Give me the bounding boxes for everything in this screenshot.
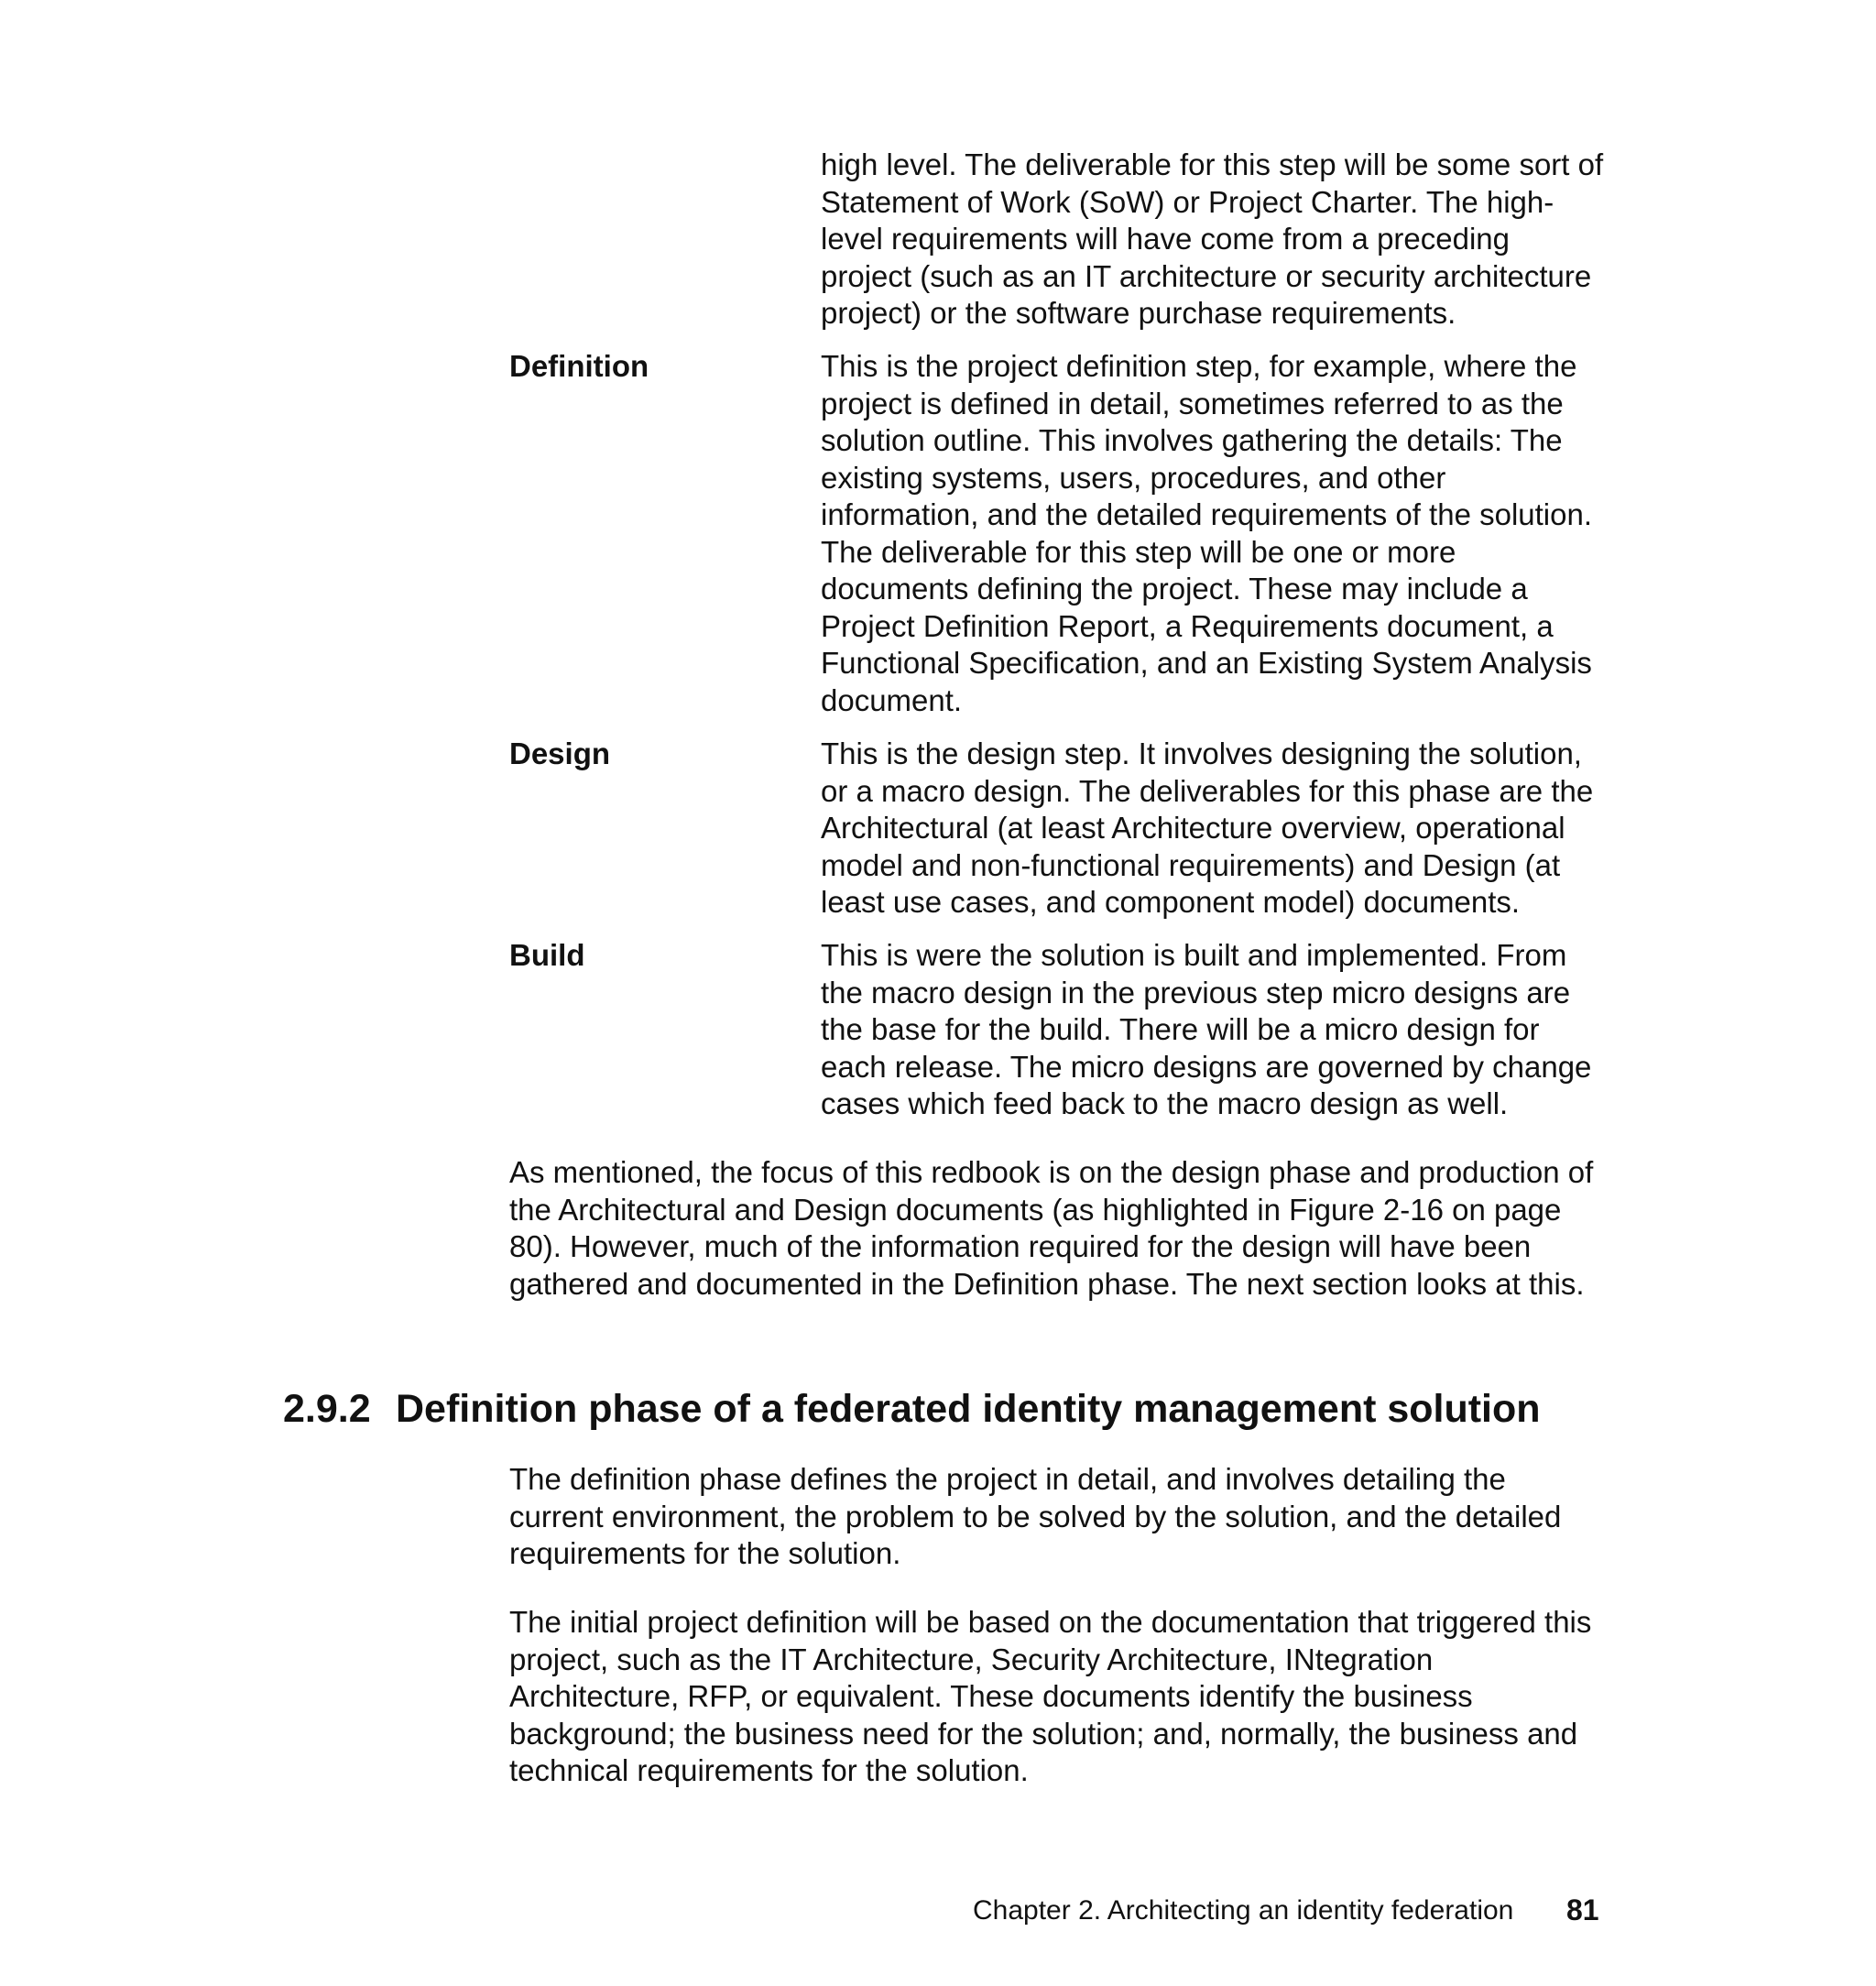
section-title: Definition phase of a federated identity management solution <box>396 1387 1541 1431</box>
description-design: This is the design step. It involves designing the solution, or a macro design. The deliverables for this phase are the Architectural (at least Architecture overview, operational model and non-functional requirements) and Design (at least use cases, and component model) documents. <box>821 737 1594 919</box>
description-build: This is were the solution is built and implemented. From the macro design in the previous step micro designs are the base for the build. There will be a micro design for each release. The micro designs are governed by change cases which feed back to the macro design as well. <box>821 938 1592 1120</box>
summary-paragraph: As mentioned, the focus of this redbook is on the design phase and production of the Architectural and Design documents (as highlighted in Figure 2-16 on page 80). However, much of the information required for the design will have been gathered and documented in the Definition phase. The next section looks at this. <box>509 1155 1594 1301</box>
term-design: Design <box>509 737 611 770</box>
section-paragraph: The initial project definition will be based on the documentation that triggered this project, such as the IT Architecture, Security Architecture, INtegration Architecture, RFP, or equivalent. These documents identify the business background; the business need for the solution; and, normally, the business and technical requirements for the solution. <box>509 1605 1592 1787</box>
term-definition: Definition <box>509 349 649 383</box>
description-definition: This is the project definition step, for example, where the project is defined in detail, sometimes referred to as the solution outline. This involves gathering the details: The existing systems, users, procedures, and other information, and the detailed requirements of the solution. The deliverable for this step will be one or more documents defining the project. These may include a Project Definition Report, a Requirements document, a Functional Specification, and an Existing System Analysis document. <box>821 349 1593 717</box>
term-build: Build <box>509 938 585 972</box>
section-number: 2.9.2 <box>283 1387 371 1431</box>
footer-page-number: 81 <box>1566 1893 1599 1926</box>
continuation-paragraph: high level. The deliverable for this step will be some sort of Statement of Work (SoW) or Project Charter. The high-level requirements will have come from a preceding project (such as an IT architecture or security architecture project) or the software purchase requirements. <box>821 147 1604 330</box>
section-paragraph: The definition phase defines the project in detail, and involves detailing the current environment, the problem to be solved by the solution, and the detailed requirements for the solution. <box>509 1462 1562 1570</box>
footer-chapter-title: Chapter 2. Architecting an identity federation <box>973 1895 1514 1926</box>
section-heading <box>283 1385 1541 1433</box>
